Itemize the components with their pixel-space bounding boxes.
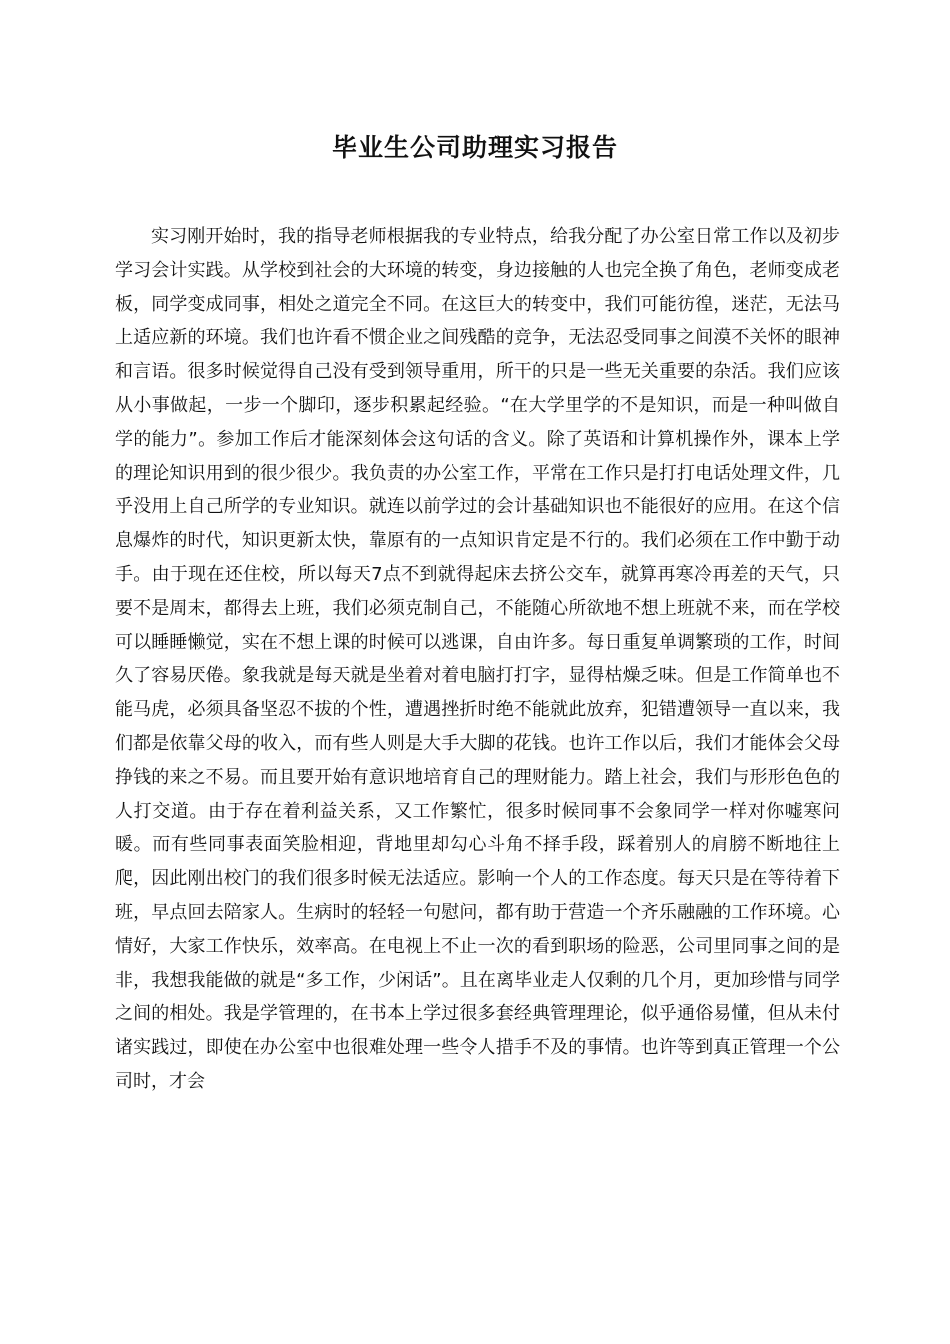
document-title: 毕业生公司助理实习报告 bbox=[331, 133, 618, 162]
body-paragraph: 实习刚开始时，我的指导老师根据我的专业特点，给我分配了办公室日常工作以及初步学习会计实践。从学校到社会的大环境的转变，身边接触的人也完全换了角色，老师变成老板，同学变成同事，相处之道完全不同。在这巨大的转变中，我们可能彷徨，迷茫，无法马上适应新的环境。我们也许看不惯企业之间残酷的竞争，无法忍受同事之间漠不关怀的眼神和言语。很多时候觉得自己没有受到领导重用，所干的只是一些无关重要的杂活。我们应该从小事做起，一步一个脚印，逐步积累起经验。“在大学里学的不是知识，而是一种叫做自学的能力”。参加工作后才能深刻体会这句话的含义。除了英语和计算机操作外，课本上学的理论知识用到的很少很少。我负责的办公室工作，平常在工作只是打打电话处理文件，几乎没用上自己所学的专业知识。就连以前学过的会计基础知识也不能很好的应用。在这个信息爆炸的时代，知识更新太快，靠原有的一点知识肯定是不行的。我们必须在工作中勤于动手。由于现在还住校，所以每天7点不到就得起床去挤公交车，就算再寒冷再差的天气，只要不是周末，都得去上班，我们必须克制自己，不能随心所欲地不想上班就不来，而在学校可以睡睡懒觉，实在不想上课的时候可以逃课，自由许多。每日重复单调繁琐的工作，时间久了容易厌倦。象我就是每天就是坐着对着电脑打打字，显得枯燥乏味。但是工作简单也不能马虎，必须具备坚忍不拔的个性，遭遇挫折时绝不能就此放弃，犯错遭领导一直以来，我们都是依靠父母的收入，而有些人则是大手大脚的花钱。也许工作以后，我们才能体会父母挣钱的来之不易。而且要开始有意识地培育自己的理财能力。踏上社会，我们与形形色色的人打交道。由于存在着利益关系，又工作繁忙，很多时候同事不会象同学一样对你嘘寒问暖。而有些同事表面笑脸相迎，背地里却勾心斗角不择手段，踩着别人的肩膀不断地往上爬，因此刚出校门的我们很多时候无法适应。影响一个人的工作态度。每天只是在等待着下班，早点回去陪家人。生病时的轻轻一句慰问，都有助于营造一个齐乐融融的工作环境。心情好，大家工作快乐，效率高。在电视上不止一次的看到职场的险恶，公司里同事之间的是非，我想我能做的就是“多工作，少闲话”。且在离毕业走人仅剩的几个月，更加珍惜与同学之间的相处。我是学管理的，在书本上学过很多套经典管理理论，似乎通俗易懂，但从未付诸实践过，即使在办公室中也很难处理一些令人措手不及的事情。也许等到真正管理一个公司时，才会 bbox=[115, 226, 840, 1092]
